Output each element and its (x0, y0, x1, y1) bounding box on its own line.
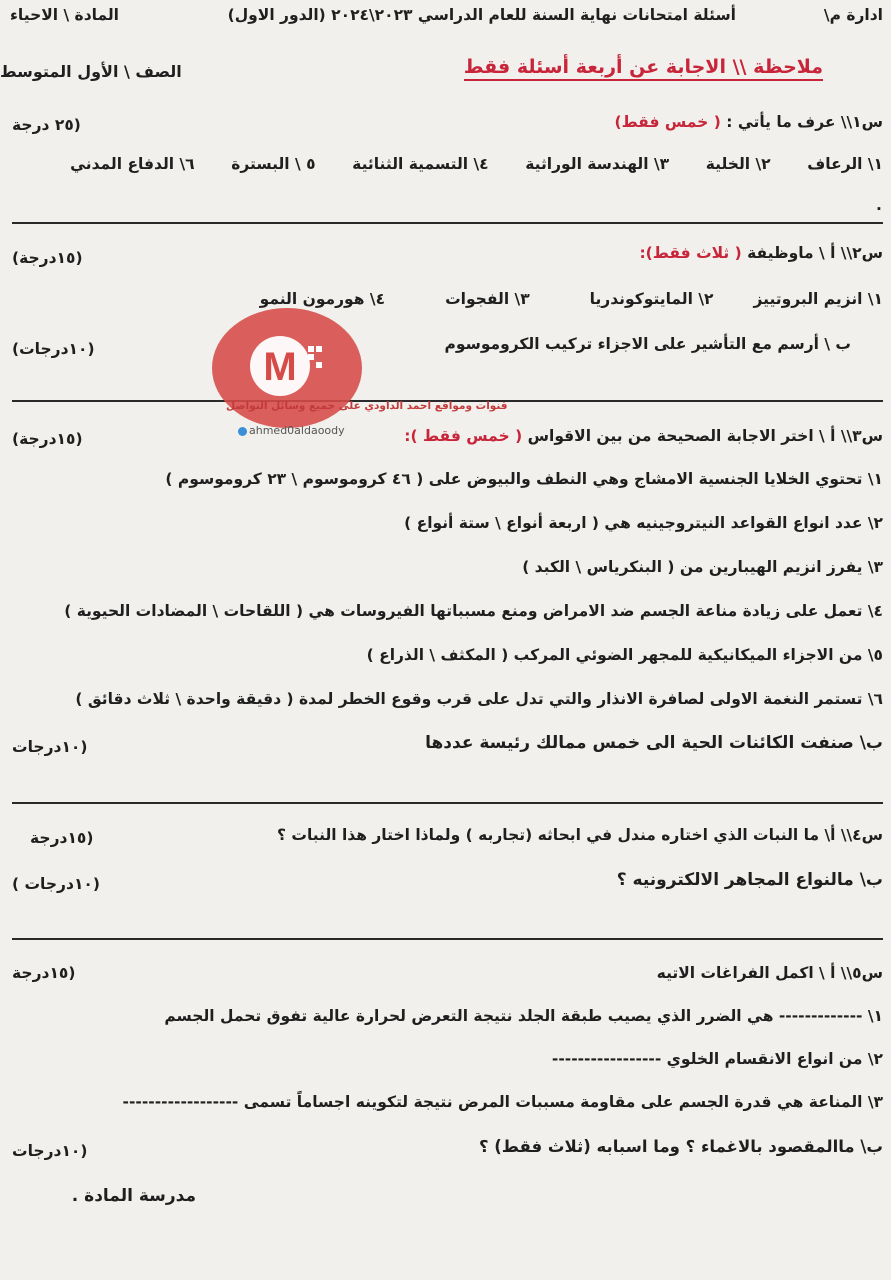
q5-part-b-marks: (١٠درجات (12, 1142, 88, 1160)
q5-part-b: ب\ ماالمقصود بالاغماء ؟ وما اسبابه (ثلاث فقط) ؟ (478, 1137, 883, 1156)
q1-dot: . (876, 196, 882, 214)
q2-item: ٣\ الفجوات (445, 290, 530, 308)
q1-term: ٦\ الدفاع المدني (70, 155, 195, 173)
q4-part-b-marks: (١٠درجات ) (12, 875, 100, 893)
teacher-signature: مدرسة المادة . (71, 1186, 196, 1206)
q4-part-a: س٤\\ أ\ ما النبات الذي اختاره مندل في ابحاثه (تجاربه ) ولماذا اختار هذا النبات ؟ (277, 826, 883, 844)
q2-item: ٤\ هورمون النمو (259, 290, 386, 308)
q3-item: ٥\ من الاجزاء الميكانيكية للمجهر الضوئي المركب ( المكثف \ الذراع ) (366, 646, 883, 664)
q1-term: ٣\ الهندسة الوراثية (525, 155, 670, 173)
q1-term: ٥ \ البسترة (231, 155, 316, 173)
q3-marks: (١٥درجة) (12, 430, 83, 448)
q3-item: ٣\ يفرز انزيم الهيبارين من ( البنكرياس \ الكبد ) (522, 558, 883, 576)
q2-prompt: س٢\\ أ \ ماوظيفة ( ثلاث فقط): (639, 244, 883, 262)
q1-term: ١\ الرعاف (807, 155, 883, 173)
divider (12, 802, 883, 804)
school-name: ادارة م\ (823, 6, 883, 24)
q3-item: ١\ تحتوي الخلايا الجنسية الامشاج وهي النطف والبيوض على ( ٤٦ كروموسوم \ ٢٣ كروموسوم ) (165, 470, 883, 488)
q5-item: ٣\ المناعة هي قدرة الجسم على مقاومة مسببات المرض نتيجة لتكوينه اجساماً تسمى ------------------ (122, 1093, 883, 1111)
watermark-text: قنوات ومواقع احمد الداودي على جميع وسائل التواصل (226, 400, 508, 412)
q1-term: ٤\ التسمية الثنائية (352, 155, 489, 173)
q1-terms-row (70, 155, 883, 173)
q3-item: ٤\ تعمل على زيادة مناعة الجسم ضد الامراض ومنع مسبباتها الفيروسات هي ( اللقاحات \ المضادات الحيوية ) (64, 602, 883, 620)
q4-part-a-marks: (١٥درجة (30, 829, 94, 847)
q2-item: ١\ انزيم البروتييز (753, 290, 883, 308)
q1-prompt: س١\\ عرف ما يأتي : ( خمس فقط) (614, 113, 883, 131)
telegram-icon (238, 427, 247, 436)
m-logo-icon (242, 328, 332, 408)
q1-marks: (٢٥ درجة (12, 116, 81, 134)
q5-marks: (١٥درجة (12, 964, 76, 982)
q5-item: ١\ ------------- هي الضرر الذي يصيب طبقة الجلد نتيجة التعرض لحرارة عالية تفوق تحمل الجسم (164, 1007, 883, 1025)
watermark-handle: ahmed0aldaoody (238, 424, 345, 437)
q5-item: ٢\ من انواع الانقسام الخلوي ----------------- (551, 1050, 883, 1068)
exam-title: أسئلة امتحانات نهاية السنة للعام الدراسي ٢٠٢٣\٢٠٢٤ (الدور الاول) (227, 6, 736, 24)
q5-prompt: س٥\\ أ \ اكمل الفراغات الاتيه (656, 964, 883, 982)
q2-item: ٢\ المايتوكوندريا (589, 290, 714, 308)
grade-label: الصف \ الأول المتوسط (0, 62, 182, 81)
q3-part-b-marks: (١٠درجات (12, 738, 88, 756)
q3-prompt: س٣\\ أ \ اختر الاجابة الصحيحة من بين الاقواس ( خمس فقط ): (404, 427, 883, 445)
q2-marks: (١٥درجة) (12, 249, 83, 267)
subject-label: المادة \ الاحياء (10, 6, 119, 24)
q2-part-b-marks: (١٠درجات) (12, 340, 95, 358)
q2-items-row (260, 290, 883, 308)
instruction-note: ملاحظة \\ الاجابة عن أربعة أسئلة فقط (464, 56, 823, 81)
q3-part-b: ب\ صنفت الكائنات الحية الى خمس ممالك رئيسة عددها (425, 733, 883, 753)
divider (12, 938, 883, 940)
q3-item: ٦\ تستمر النغمة الاولى لصافرة الانذار والتي تدل على قرب وقوع الخطر لمدة ( دقيقة واحدة \ ثلاث دقائق ) (75, 690, 883, 708)
q2-part-b: ب \ أرسم مع التأشير على الاجزاء تركيب الكروموسوم (444, 335, 851, 353)
q1-term: ٢\ الخلية (705, 155, 771, 173)
q4-part-b: ب\ مالنواع المجاهر الالكترونيه ؟ (616, 870, 883, 890)
svg-text:M: M (263, 345, 297, 389)
divider (12, 222, 883, 224)
q3-item: ٢\ عدد انواع القواعد النيتروجينيه هي ( اربعة أنواع \ ستة أنواع ) (404, 514, 883, 532)
